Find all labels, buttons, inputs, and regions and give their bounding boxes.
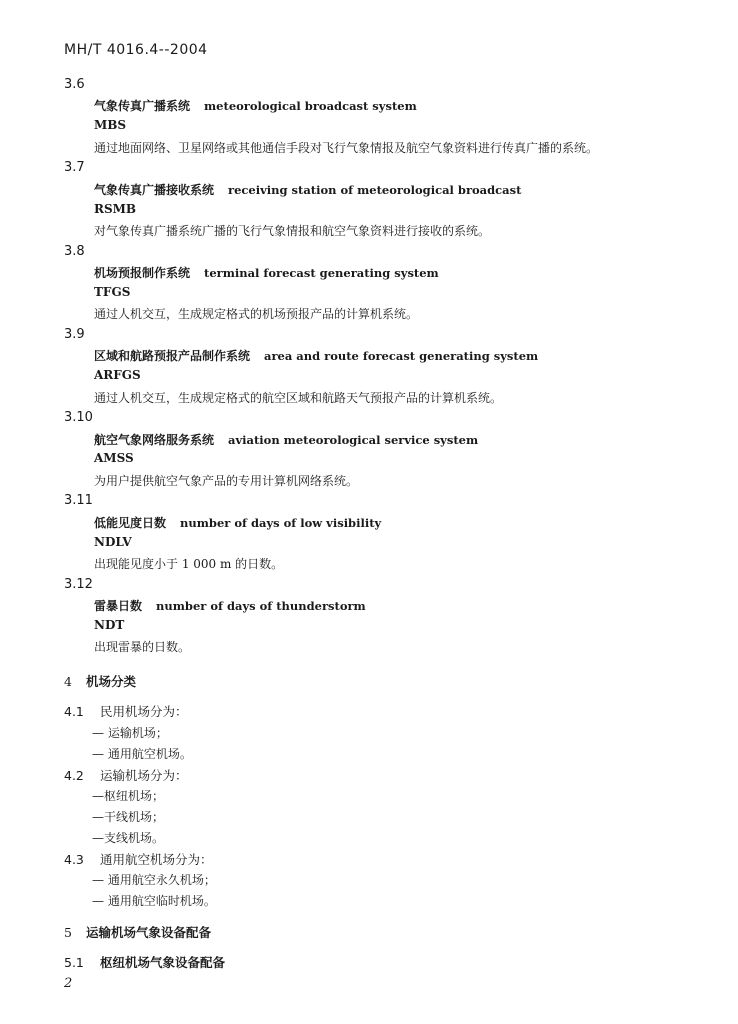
term-title — [94, 431, 478, 448]
term-title — [94, 181, 521, 198]
list-item: — 通用航空永久机场； — [92, 873, 216, 887]
clause-text: 通用航空机场分为： — [100, 852, 213, 867]
clause-number: 5.1 — [64, 955, 84, 970]
term-title — [94, 347, 538, 364]
section-heading — [64, 672, 136, 690]
list-item: — 运输机场； — [92, 726, 168, 740]
term-title — [94, 597, 366, 614]
section-heading — [64, 923, 211, 941]
term-chinese: 气象传真广播系统 — [94, 99, 191, 113]
term-english: number of days of thunderstorm — [156, 599, 366, 613]
clause-heading — [64, 953, 225, 971]
term-number: 3.10 — [64, 410, 93, 425]
term-chinese: 机场预报制作系统 — [94, 266, 191, 280]
term-definition: 对气象传真广播系统广播的飞行气象情报和航空气象资料进行接收的系统。 — [94, 224, 491, 238]
term-abbreviation: ARFGS — [94, 368, 141, 382]
term-chinese: 气象传真广播接收系统 — [94, 183, 215, 197]
term-definition: 通过人机交互，生成规定格式的航空区域和航路天气预报产品的计算机系统。 — [94, 391, 503, 405]
section-title: 机场分类 — [86, 674, 137, 689]
section-number: 5 — [64, 925, 72, 940]
list-item: —支线机场。 — [92, 831, 165, 845]
clause-text: 民用机场分为： — [100, 704, 188, 719]
list-item: — 通用航空机场。 — [92, 747, 192, 761]
term-number: 3.12 — [64, 577, 93, 592]
term-definition: 通过人机交互，生成规定格式的机场预报产品的计算机系统。 — [94, 307, 419, 321]
clause — [64, 702, 188, 720]
clause-number: 4.1 — [64, 704, 84, 719]
term-number: 3.11 — [64, 493, 93, 508]
term-english: aviation meteorological service system — [228, 433, 479, 447]
term-chinese: 航空气象网络服务系统 — [94, 433, 215, 447]
term-title — [94, 264, 439, 281]
list-item: —枢纽机场； — [92, 789, 165, 803]
list-item: —干线机场； — [92, 810, 165, 824]
clause-number: 4.2 — [64, 768, 84, 783]
clause-number: 4.3 — [64, 852, 84, 867]
term-definition: 出现雷暴的日数。 — [94, 640, 191, 654]
clause-title: 枢纽机场气象设备配备 — [100, 955, 226, 970]
clause — [64, 850, 213, 868]
clause-text: 运输机场分为： — [100, 768, 188, 783]
term-definition: 通过地面网络、卫星网络或其他通信手段对飞行气象情报及航空气象资料进行传真广播的系统。 — [94, 141, 599, 155]
term-abbreviation: TFGS — [94, 285, 131, 299]
section-number: 4 — [64, 674, 72, 689]
term-abbreviation: RSMB — [94, 202, 137, 216]
term-title — [94, 514, 381, 531]
list-item: — 通用航空临时机场。 — [92, 894, 216, 908]
term-title — [94, 97, 417, 114]
term-chinese: 低能见度日数 — [94, 516, 167, 530]
term-number: 3.6 — [64, 77, 85, 92]
term-english: area and route forecast generating system — [264, 349, 539, 363]
page-number: 2 — [64, 976, 73, 991]
term-abbreviation: NDLV — [94, 535, 132, 549]
term-chinese: 区域和航路预报产品制作系统 — [94, 349, 251, 363]
term-number: 3.9 — [64, 327, 85, 342]
term-abbreviation: AMSS — [94, 451, 134, 465]
term-abbreviation: NDT — [94, 618, 125, 632]
term-definition: 出现能见度小于 1 000 m 的日数。 — [94, 557, 284, 571]
document-code: MH/T 4016.4--2004 — [64, 42, 208, 58]
section-title: 运输机场气象设备配备 — [86, 925, 212, 940]
term-abbreviation: MBS — [94, 118, 127, 132]
term-english: number of days of low visibility — [180, 516, 382, 530]
term-definition: 为用户提供航空气象产品的专用计算机网络系统。 — [94, 474, 359, 488]
term-english: receiving station of meteorological broadcast — [228, 183, 522, 197]
term-english: meteorological broadcast system — [204, 99, 417, 113]
term-number: 3.8 — [64, 244, 85, 259]
term-chinese: 雷暴日数 — [94, 599, 143, 613]
term-number: 3.7 — [64, 160, 85, 175]
clause — [64, 766, 188, 784]
term-english: terminal forecast generating system — [204, 266, 439, 280]
